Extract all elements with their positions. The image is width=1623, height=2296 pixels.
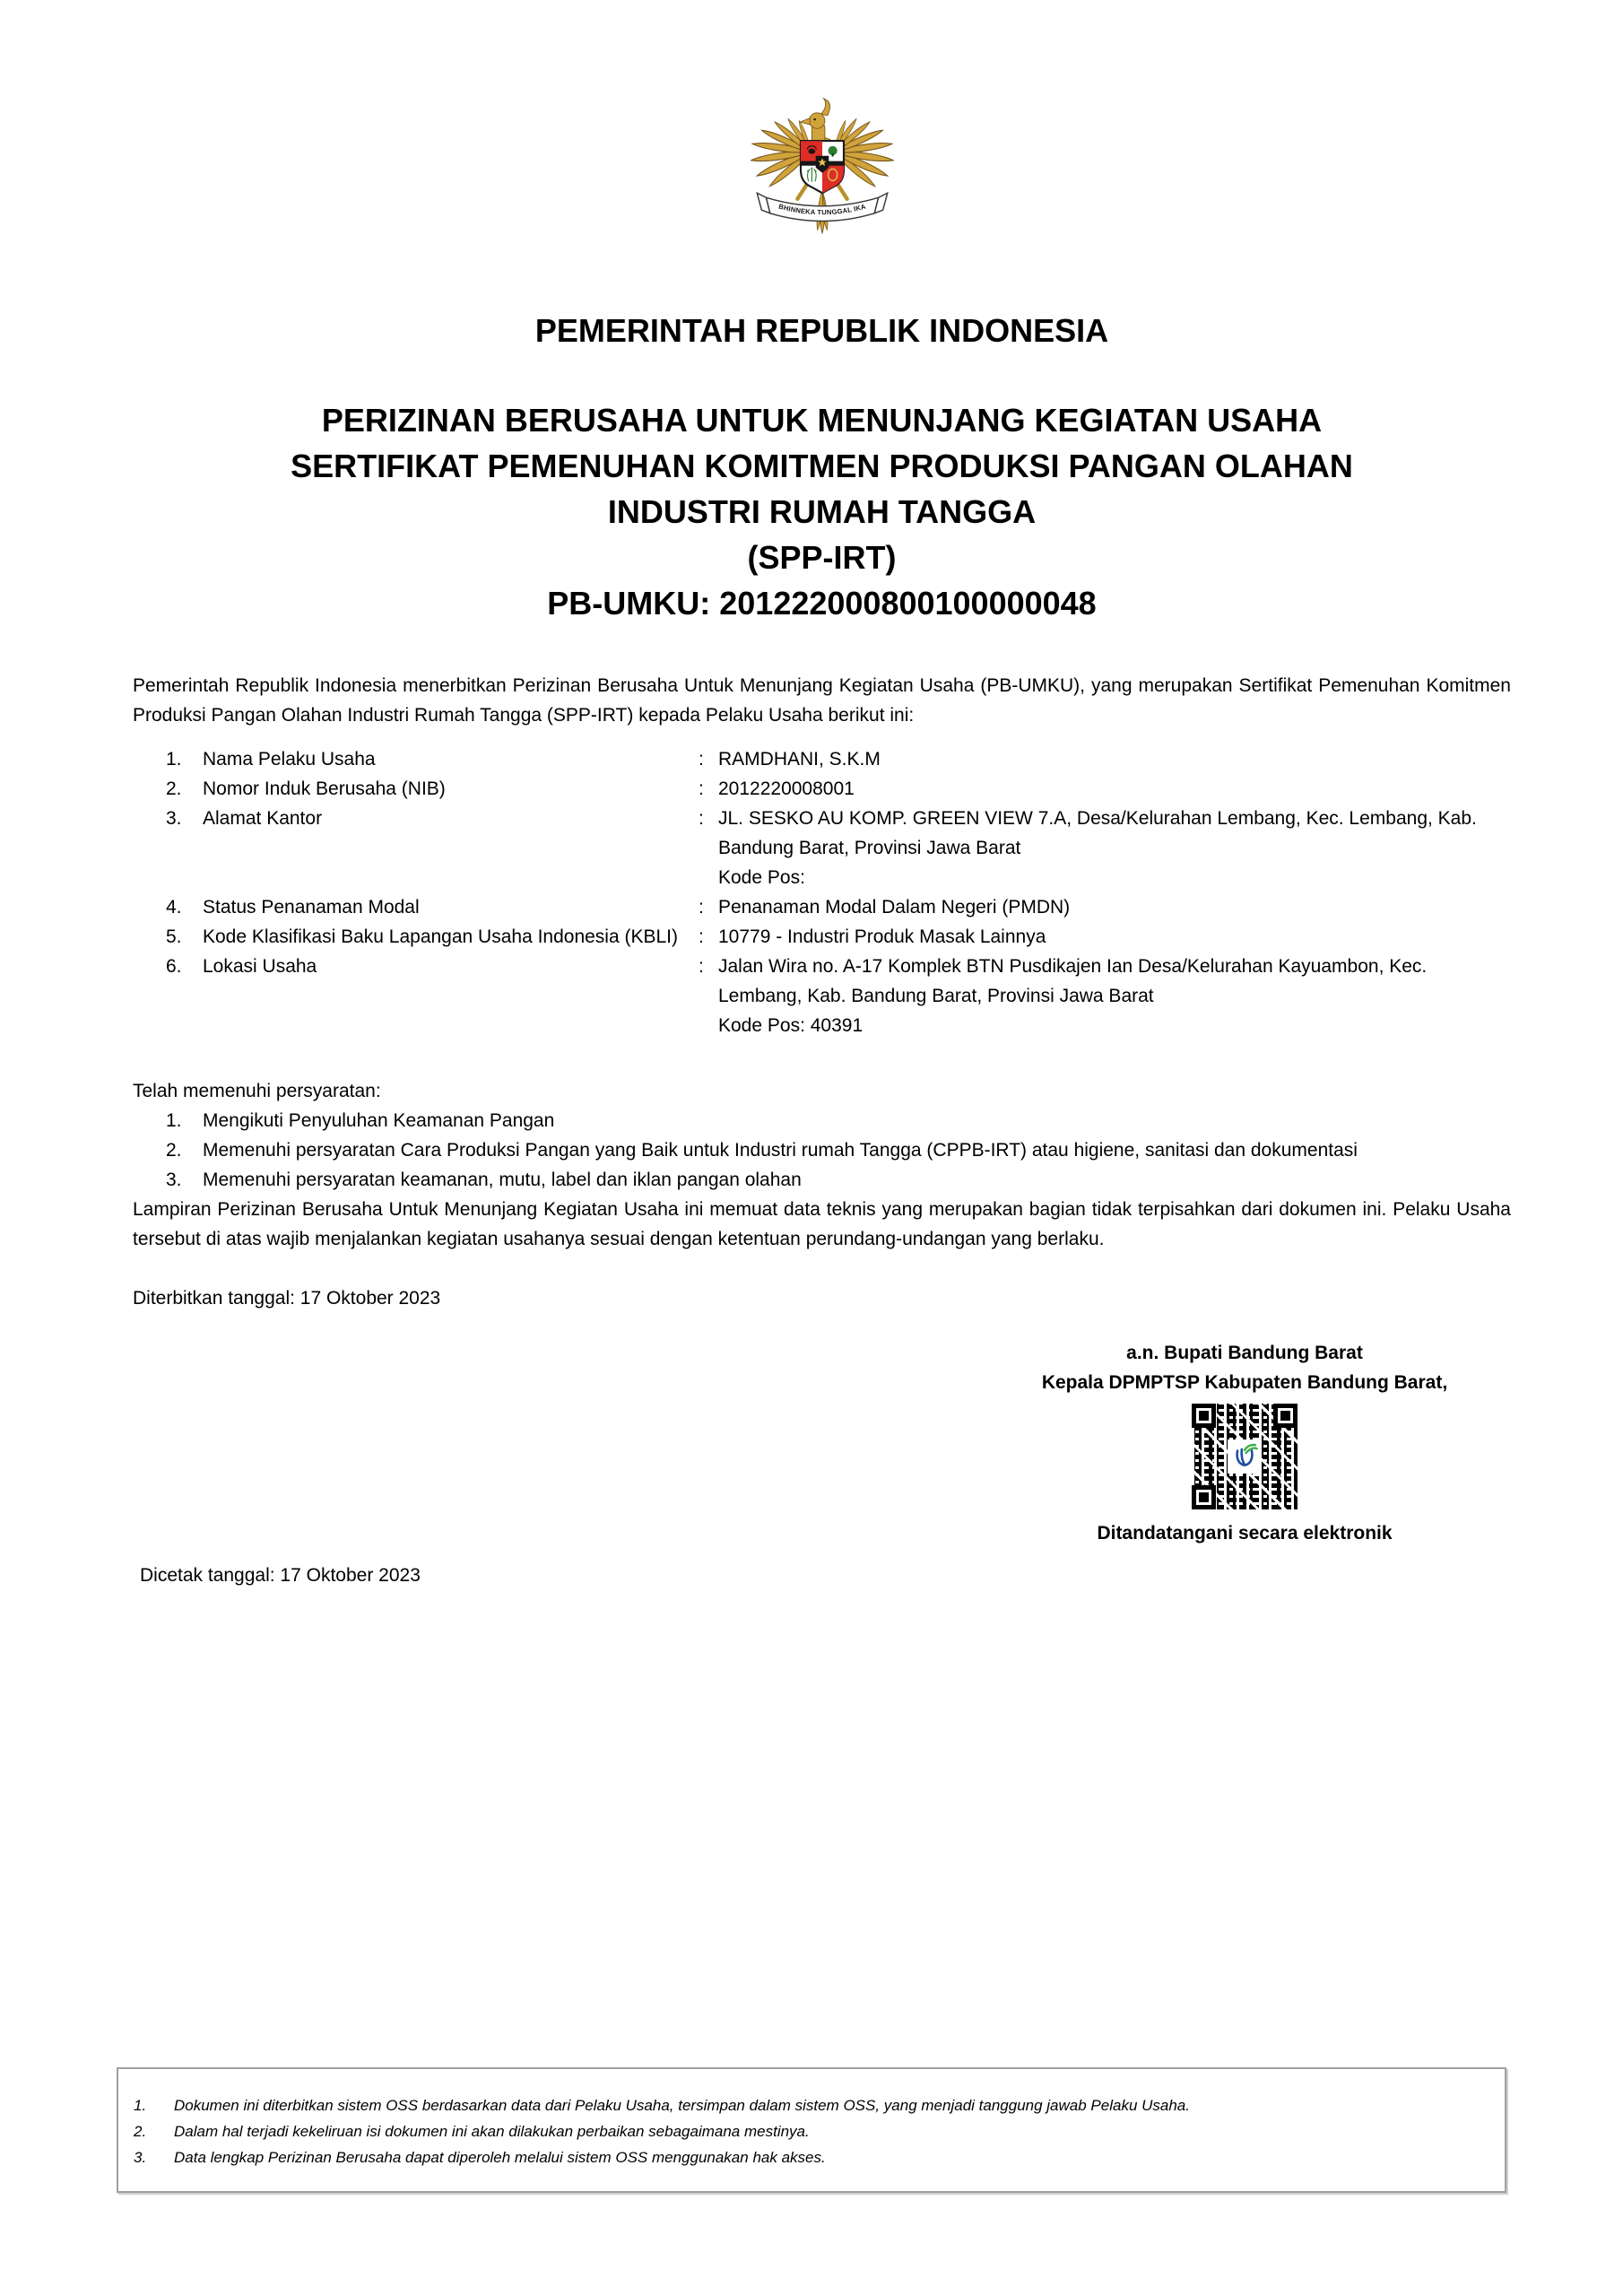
row-colon: : xyxy=(699,926,704,947)
garuda-pancasila-emblem xyxy=(751,79,894,236)
address-line: Jalan Wira no. A-17 Komplek BTN Pusdikajen Ian Desa/Kelurahan Kayuambon, Kec. Lembang, Kab. Bandung Barat, Provinsi Jawa Barat xyxy=(718,955,1428,1006)
kode-pos-line: Kode Pos: xyxy=(718,866,805,888)
title-line-pb-umku: PB-UMKU: 201222000800100000048 xyxy=(547,584,1097,622)
requirement-item xyxy=(133,1106,1511,1135)
signed-electronically-note: Ditandatangani secara elektronik xyxy=(1097,1522,1393,1544)
kode-pos-line: Kode Pos: 40391 xyxy=(718,1014,864,1036)
row-colon: : xyxy=(699,748,704,770)
beak xyxy=(800,118,810,125)
row-value: Penanaman Modal Dalam Negeri (PMDN) xyxy=(718,896,1071,918)
motto-text: BHINNEKA TUNGGAL IKA xyxy=(777,202,867,217)
address-line: JL. SESKO AU KOMP. GREEN VIEW 7.A, Desa/Kelurahan Lembang, Kec. Lembang, Kab. Bandung Barat, Provinsi Jawa Barat xyxy=(718,807,1477,858)
business-details-list xyxy=(133,744,1511,1040)
row-colon: : xyxy=(699,807,704,829)
row-value: RAMDHANI, S.K.M xyxy=(718,748,881,770)
requirements-list xyxy=(133,1106,1511,1195)
detail-row-lokasi-usaha xyxy=(133,952,1511,1040)
row-label: Nomor Induk Berusaha (NIB) xyxy=(203,778,446,799)
signature-block xyxy=(994,1338,1496,1548)
footer-note xyxy=(118,2144,1483,2170)
row-number: 6. xyxy=(166,955,182,977)
note-number: 2. xyxy=(134,2123,147,2140)
row-label: Kode Klasifikasi Baku Lapangan Usaha Indonesia (KBLI) xyxy=(203,926,679,947)
row-value: 10779 - Industri Produk Masak Lainnya xyxy=(718,926,1046,947)
requirement-item xyxy=(133,1165,1511,1195)
row-number: 1. xyxy=(166,748,182,770)
qr-finder-icon xyxy=(1192,1485,1216,1509)
pancasila-shield xyxy=(801,141,844,193)
printed-date: Dicetak tanggal: 17 Oktober 2023 xyxy=(140,1564,421,1586)
row-colon: : xyxy=(699,955,704,977)
row-colon: : xyxy=(699,778,704,799)
qr-wrap xyxy=(1192,1404,1298,1509)
eye xyxy=(813,118,815,120)
intro-paragraph: Pemerintah Republik Indonesia menerbitkan Perizinan Berusaha Untuk Menunjang Kegiatan Usaha (PB-UMKU), yang merupakan Sertifikat Pemenuhan Komitmen Produksi Pangan Olahan Industri Rumah Tangga (SPP-IRT) kepada Pelaku Usaha berikut ini: xyxy=(133,674,1511,726)
detail-row-alamat-kantor xyxy=(133,804,1511,892)
item-number: 1. xyxy=(166,1109,182,1131)
detail-row-kbli xyxy=(133,922,1511,952)
signer-authority: a.n. Bupati Bandung Barat xyxy=(1126,1342,1363,1363)
row-label: Nama Pelaku Usaha xyxy=(203,748,376,770)
item-text: Mengikuti Penyuluhan Keamanan Pangan xyxy=(203,1109,555,1131)
page-content xyxy=(0,79,1623,1590)
head xyxy=(809,113,824,128)
signer-title: Kepala DPMPTSP Kabupaten Bandung Barat, xyxy=(1041,1371,1448,1393)
row-number: 5. xyxy=(166,926,182,947)
row-value xyxy=(718,952,1511,1040)
requirements-heading: Telah memenuhi persyaratan: xyxy=(133,1080,381,1101)
title-line-3: INDUSTRI RUMAH TANGGA xyxy=(607,492,1037,530)
closing-paragraph: Lampiran Perizinan Berusaha Untuk Menunjang Kegiatan Usaha ini memuat data teknis yang merupakan bagian tidak terpisahkan dari dokumen ini. Pelaku Usaha tersebut di atas wajib menjalankan kegiatan usahanya sesuai dengan ketentuan perundang-undangan yang berlaku. xyxy=(133,1198,1511,1249)
note-number: 1. xyxy=(134,2097,147,2114)
footer-note xyxy=(118,2092,1483,2118)
qr-finder-icon xyxy=(1192,1404,1216,1428)
crest xyxy=(820,99,829,116)
item-number: 3. xyxy=(166,1169,182,1190)
detail-row-nama xyxy=(133,744,1511,774)
item-text: Memenuhi persyaratan keamanan, mutu, label dan iklan pangan olahan xyxy=(203,1169,802,1190)
requirement-item xyxy=(133,1135,1511,1165)
detail-row-status-modal xyxy=(133,892,1511,922)
footer-notes-box xyxy=(117,2067,1506,2193)
detail-row-nib xyxy=(133,774,1511,804)
qr-finder-icon xyxy=(1273,1404,1298,1428)
row-number: 4. xyxy=(166,896,182,918)
item-number: 2. xyxy=(166,1139,182,1161)
row-value xyxy=(718,804,1511,892)
row-value: 2012220008001 xyxy=(718,778,855,799)
qr-code xyxy=(1192,1404,1298,1509)
row-label: Lokasi Usaha xyxy=(203,955,317,977)
title-line-1: PERIZINAN BERUSAHA UNTUK MENUNJANG KEGIATAN USAHA xyxy=(321,401,1323,439)
note-text: Data lengkap Perizinan Berusaha dapat diperoleh melalui sistem OSS menggunakan hak akses. xyxy=(174,2149,826,2166)
note-number: 3. xyxy=(134,2149,147,2166)
note-text: Dalam hal terjadi kekeliruan isi dokumen ini akan dilakukan perbaikan sebagaimana mestinya. xyxy=(174,2123,810,2140)
title-line-2: SERTIFIKAT PEMENUHAN KOMITMEN PRODUKSI PANGAN OLAHAN xyxy=(291,447,1353,484)
item-text: Memenuhi persyaratan Cara Produksi Pangan yang Baik untuk Industri rumah Tangga (CPPB-IRT) atau higiene, sanitasi dan dokumentasi xyxy=(203,1139,1358,1161)
document-title xyxy=(133,397,1511,626)
note-text: Dokumen ini diterbitkan sistem OSS berdasarkan data dari Pelaku Usaha, tersimpan dalam sistem OSS, yang menjadi tanggung jawab Pelaku Usaha. xyxy=(174,2097,1190,2114)
row-label: Status Penanaman Modal xyxy=(203,896,420,918)
page-title: PEMERINTAH REPUBLIK INDONESIA xyxy=(534,311,1109,349)
row-colon: : xyxy=(699,896,704,918)
issued-date: Diterbitkan tanggal: 17 Oktober 2023 xyxy=(133,1287,441,1309)
footer-note xyxy=(118,2118,1483,2144)
title-line-4: (SPP-IRT) xyxy=(747,538,897,576)
row-number: 3. xyxy=(166,807,182,829)
row-label: Alamat Kantor xyxy=(203,807,323,829)
row-number: 2. xyxy=(166,778,182,799)
oss-logo-icon xyxy=(1228,1439,1262,1474)
